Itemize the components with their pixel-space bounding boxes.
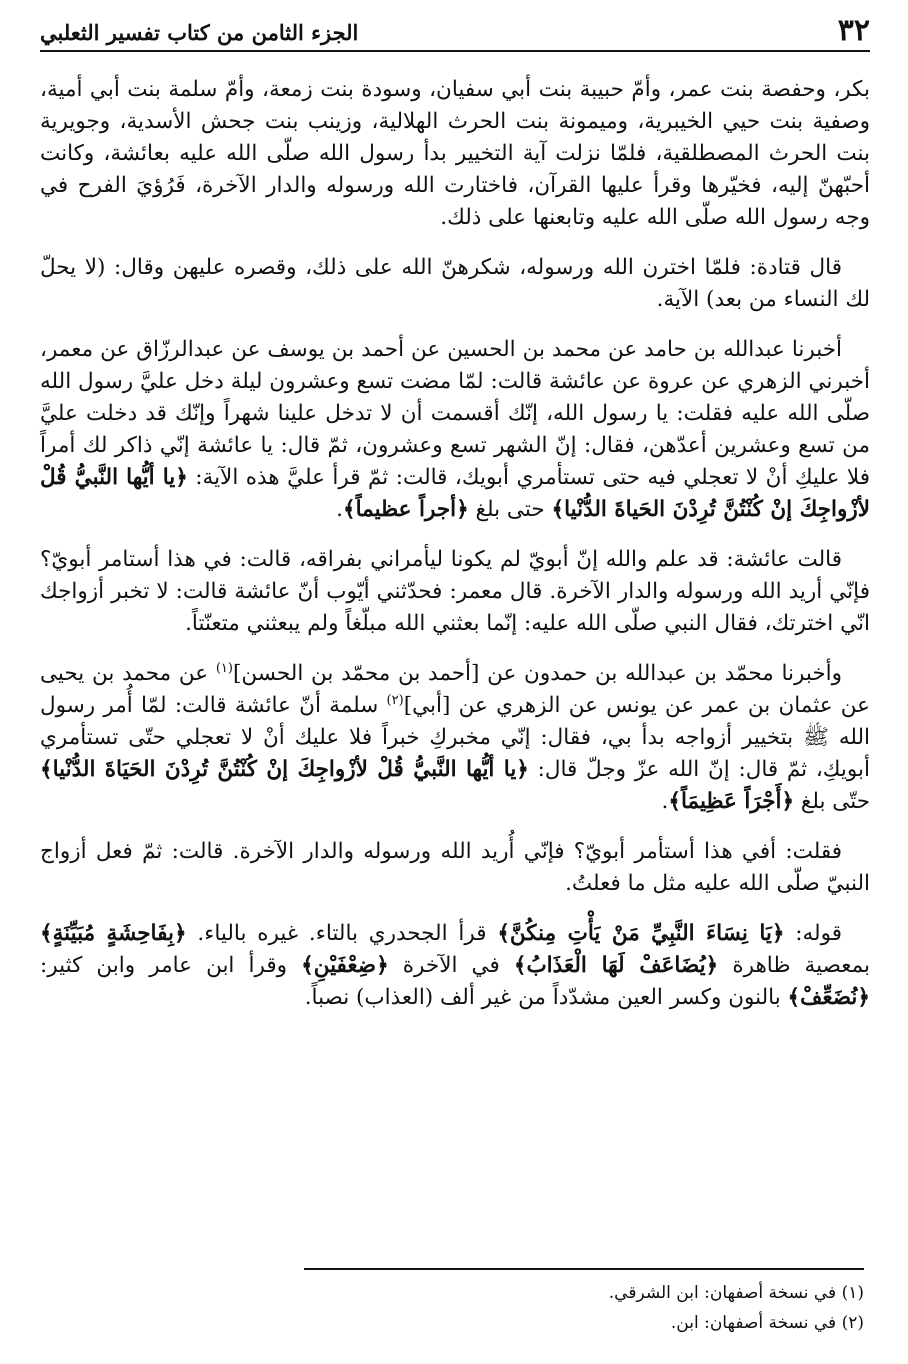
page-number: ٣٢ [837,13,870,48]
paragraph-7-d: في الآخرة [402,953,500,978]
footnote-ref-2: (٢) [386,692,404,708]
running-head [40,10,870,52]
footnotes [304,1268,864,1338]
quran-verse: ﴿أجراً عظيماً﴾ [342,497,469,522]
paragraph-7-f: بالنون وكسر العين مشدّداً من غير ألف (العذاب) نصباً. [304,985,781,1010]
paragraph-7-b: قرأ الجحدري بالتاء. غيره بالياء. [197,921,487,946]
quran-verse: ﴿يَا نِسَاءَ النَّبِيِّ مَنْ يَأْتِ مِنكُنَّ﴾ [497,921,785,946]
book-title: الجزء الثامن من كتاب تفسير الثعلبي [40,20,359,45]
quran-verse: ﴿ضِعْفَيْنِ﴾ [301,953,389,978]
paragraph-3 [40,334,870,526]
footnote-ref-1: (١) [215,660,233,676]
paragraph-7-c: بمعصية ظاهرة [732,953,870,978]
paragraph-7-e: وقرأ ابن عامر وابن كثير: [40,953,287,978]
quran-verse: ﴿بِفَاحِشَةٍ مُبَيِّنَةٍ﴾ [40,921,187,946]
paragraph-3-end: . [336,497,343,522]
quran-verse: ﴿يا أيُّها النَّبيُّ قُلْ لأزْواجِكَ إنْ كُنْتُنَّ تُرِدْنَ الحَيَاةَ الدُّنْيا﴾ [40,757,529,782]
footnote-1: (١) في نسخة أصفهان: ابن الشرقي. [608,1283,864,1303]
paragraph-4: قالت عائشة: قد علم والله إنّ أبويّ لم يكونا ليأمراني بفراقه، قالت: في هذا أستامر أبويّ؟ فإنّي أريد الله ورسوله والدار الآخرة. قال معمر: فحدّثني أيّوب أنّ عائشة قالت: لا تخبر أزواجك انّي اخترتك، فقال النبي صلّى الله عليه: إنّما بعثني الله مبلّغاً ولم يبعثني متعنّتاً. [40,547,870,636]
body-text [40,74,870,1014]
quran-verse: ﴿نُضَعِّفْ﴾ [787,985,870,1010]
paragraph-3-text: أخبرنا عبدالله بن حامد عن محمد بن الحسين عن أحمد بن يوسف عن عبدالرزّاق عن معمر، أخبرني الزهري عن عروة عن عائشة قالت: لمّا مضت تسع وعشرون ليلة دخل عليَّ رسول الله صلّى الله عليه فقلت: يا رسول الله، إنّك أقسمت أن لا تدخل علينا شهراً وإنّك قد دخلت عليَّ من تسع وعشرين أعدّهن، فقال: إنّ الشهر تسع وعشرون، ثمّ قال: يا عائشة إنّي ذاكر لك أمراً فلا عليكِ أنْ لا تعجلي فيه حتى تستأمري أبويك، قالت: ثمّ قرأ عليَّ هذه الآية: [40,337,870,490]
paragraph-7-a: قوله: [795,921,842,946]
paragraph-5-b: عن محمد بن يحيى عن عثمان بن عمر عن يونس عن الزهري عن [أبي] [40,661,870,718]
quran-verse: ﴿أَجْرَاً عَظِيمَاً﴾ [668,789,795,814]
quran-verse: ﴿يا أيُّها النَّبيُّ قُلْ لأزْواجِكَ إنْ كُنْتُنَّ تُرِدْنَ الحَياةَ الدُّنْيا﴾ [40,465,870,522]
paragraph-3-mid: حتى بلغ [475,497,545,522]
paragraph-6: فقلت: أفي هذا أستأمر أبويّ؟ فإنّي أُريد الله ورسوله والدار الآخرة. قالت: ثمّ فعل أزواج النبيّ صلّى الله عليه مثل ما فعلتُ. [40,839,870,896]
paragraph-7 [40,918,870,1014]
quran-verse: ﴿يُضَاعَفْ لَهَا الْعَذَابُ﴾ [513,953,719,978]
footnote-2: (٢) في نسخة أصفهان: ابن. [670,1313,864,1333]
paragraph-5-end: . [661,789,669,814]
paragraph-1: بكر، وحفصة بنت عمر، وأمّ حبيبة بنت أبي سفيان، وسودة بنت زمعة، وأمّ سلمة بنت أبي أمية، وصفية بنت حيي الخيبرية، وميمونة بنت الحرث الهلالية، وزينب بنت جحش الأسدية، وجويرية بنت الحرث المصطلقية، فلمّا نزلت آية التخيير بدأ رسول الله صلّى الله عليه بعائشة، وكانت أحبّهنّ إليه، فخيّرها وقرأ عليها القرآن، فاختارت الله ورسوله والدار الآخرة، فَرُؤيَ الفرح في وجه رسول الله صلّى الله عليه وتابعنها على ذلك. [40,77,870,230]
paragraph-5-a: وأخبرنا محمّد بن عبدالله بن حمدون عن [أحمد بن محمّد بن الحسن] [232,661,842,686]
paragraph-5-c: سلمة أنّ عائشة قالت: لمّا أُمر رسول الله ﷺ بتخيير أزواجه بدأ بي، فقال: إنّي مخبركِ خبراً فلا عليك أنْ لا تعجلي حتّى تستأمري أبويكِ، ثمّ قال: إنّ الله عزّ وجلّ قال: [40,693,870,782]
paragraph-5-mid: حتّى بلغ [800,789,870,814]
paragraph-5 [40,658,870,818]
paragraph-2: قال قتادة: فلمّا اخترن الله ورسوله، شكرهنّ الله على ذلك، وقصره عليهن وقال: (لا يحلّ لك النساء من بعد) الآية. [40,255,870,312]
page [40,10,870,1032]
